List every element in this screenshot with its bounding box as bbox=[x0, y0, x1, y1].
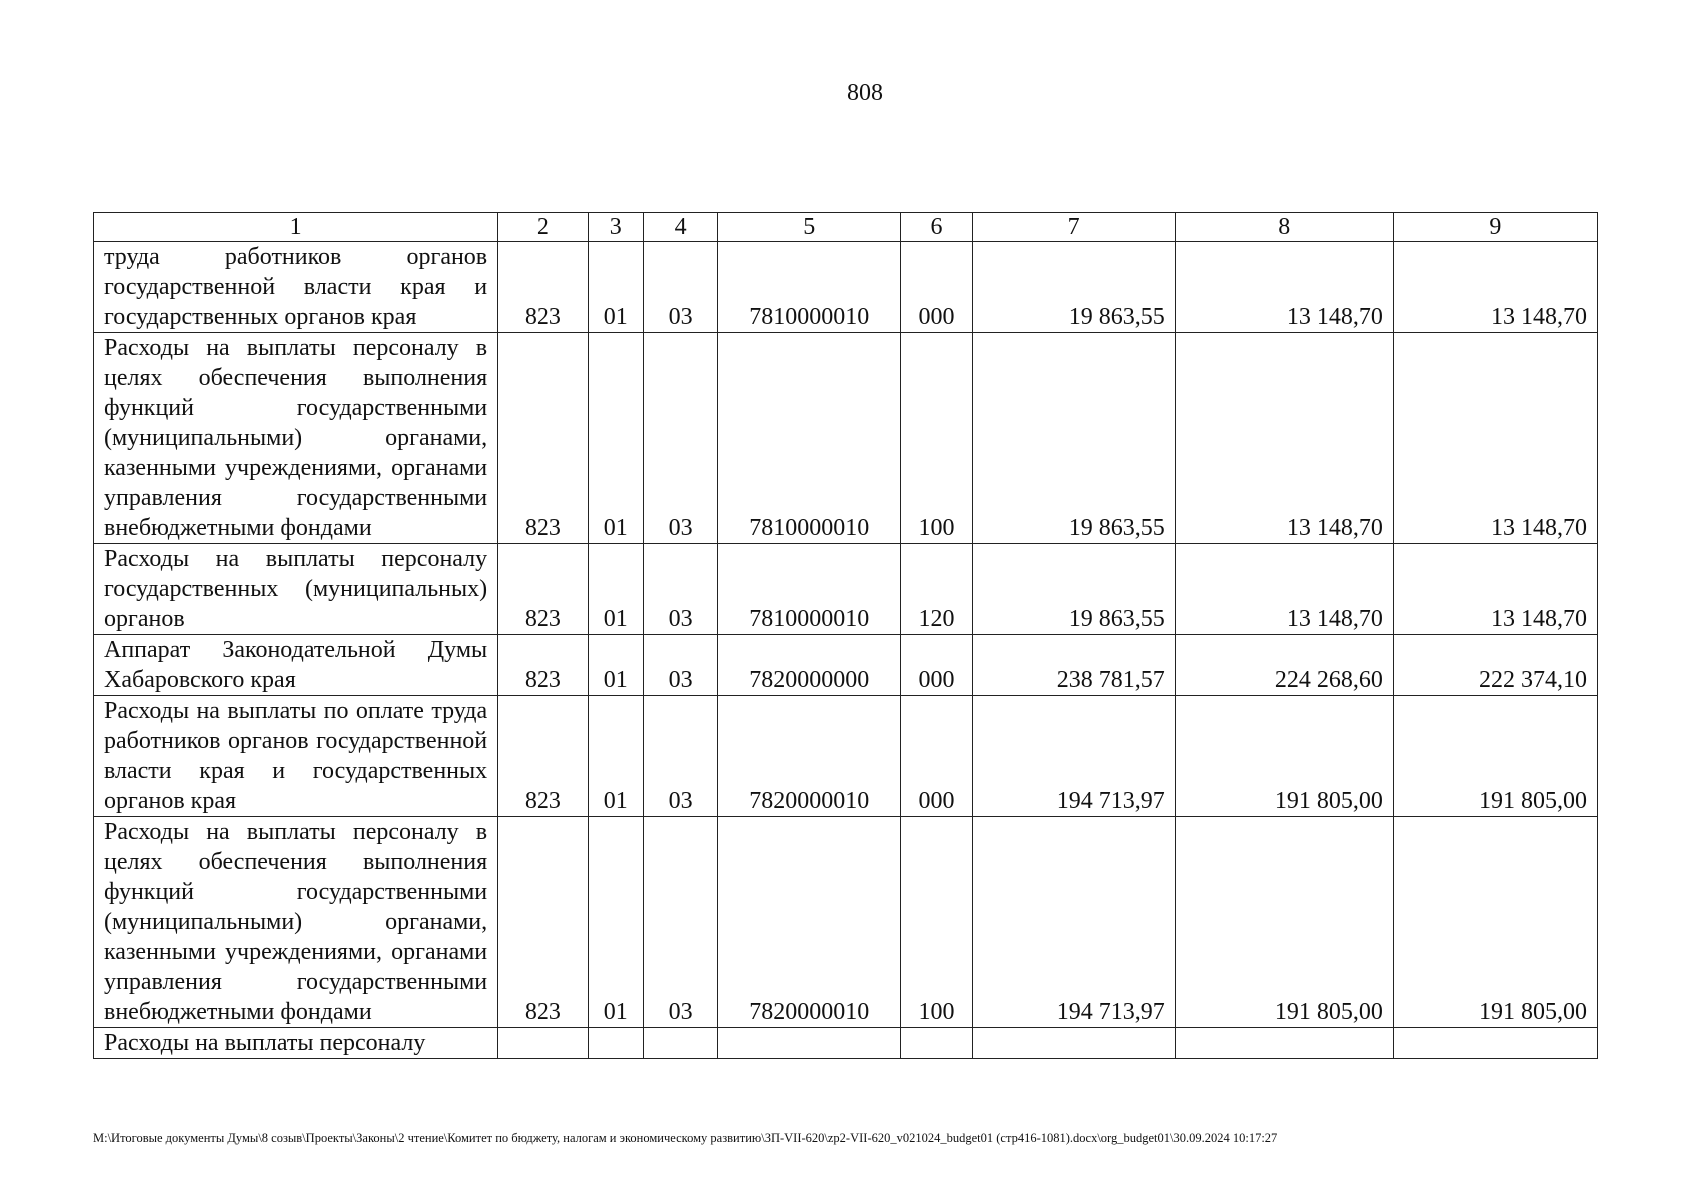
row-name: труда работников органов государственной власти края и государственных органов края bbox=[94, 242, 498, 333]
row-name: Расходы на выплаты персоналу в целях обеспечения выполнения функций государственными (муниципальными) органами, казенными учреждениями, органами управления государственными внебюджетными фондами bbox=[94, 333, 498, 544]
cell-amount-7: 19 863,55 bbox=[972, 544, 1175, 635]
cell-amount-8: 13 148,70 bbox=[1175, 333, 1393, 544]
cell-section bbox=[588, 1028, 643, 1059]
cell-amount-7: 19 863,55 bbox=[972, 242, 1175, 333]
cell-expense-type: 100 bbox=[901, 817, 972, 1028]
cell-ministry: 823 bbox=[498, 544, 588, 635]
cell-expense-type: 120 bbox=[901, 544, 972, 635]
cell-target: 7810000010 bbox=[718, 333, 901, 544]
cell-ministry: 823 bbox=[498, 696, 588, 817]
cell-amount-9: 191 805,00 bbox=[1393, 817, 1597, 1028]
cell-section: 01 bbox=[588, 696, 643, 817]
cell-amount-8: 191 805,00 bbox=[1175, 817, 1393, 1028]
cell-ministry: 823 bbox=[498, 817, 588, 1028]
footer-file-path: M:\Итоговые документы Думы\8 созыв\Проекты\Законы\2 чтение\Комитет по бюджету, налогам и экономическому развитию\ЗП-VII-620\zp2-VII-620_v021024_budget01 (стр416-1081).docx\org_budget01\30.09.2024 10:17:27 bbox=[93, 1131, 1278, 1145]
cell-expense-type bbox=[901, 1028, 972, 1059]
row-name: Аппарат Законодательной Думы Хабаровского края bbox=[94, 635, 498, 696]
table-row bbox=[94, 817, 1598, 1028]
table-row bbox=[94, 696, 1598, 817]
cell-amount-8: 13 148,70 bbox=[1175, 544, 1393, 635]
cell-amount-7: 194 713,97 bbox=[972, 696, 1175, 817]
cell-expense-type: 100 bbox=[901, 333, 972, 544]
header-cell-9: 9 bbox=[1393, 213, 1597, 242]
cell-expense-type: 000 bbox=[901, 242, 972, 333]
table-row bbox=[94, 1028, 1598, 1059]
cell-ministry bbox=[498, 1028, 588, 1059]
budget-table bbox=[93, 212, 1598, 1059]
header-cell-7: 7 bbox=[972, 213, 1175, 242]
cell-target bbox=[718, 1028, 901, 1059]
header-cell-4: 4 bbox=[643, 213, 717, 242]
cell-amount-7: 238 781,57 bbox=[972, 635, 1175, 696]
cell-ministry: 823 bbox=[498, 333, 588, 544]
cell-target: 7810000010 bbox=[718, 544, 901, 635]
cell-section: 01 bbox=[588, 544, 643, 635]
cell-target: 7820000010 bbox=[718, 817, 901, 1028]
cell-amount-9: 191 805,00 bbox=[1393, 696, 1597, 817]
cell-subsection bbox=[643, 1028, 717, 1059]
row-name: Расходы на выплаты персоналу в целях обеспечения выполнения функций государственными (муниципальными) органами, казенными учреждениями, органами управления государственными внебюджетными фондами bbox=[94, 817, 498, 1028]
header-cell-6: 6 bbox=[901, 213, 972, 242]
cell-subsection: 03 bbox=[643, 817, 717, 1028]
cell-section: 01 bbox=[588, 242, 643, 333]
cell-target: 7810000010 bbox=[718, 242, 901, 333]
header-row bbox=[94, 213, 1598, 242]
cell-amount-7: 19 863,55 bbox=[972, 333, 1175, 544]
cell-ministry: 823 bbox=[498, 242, 588, 333]
table-row bbox=[94, 333, 1598, 544]
header-cell-8: 8 bbox=[1175, 213, 1393, 242]
cell-amount-7: 194 713,97 bbox=[972, 817, 1175, 1028]
cell-ministry: 823 bbox=[498, 635, 588, 696]
table-row bbox=[94, 544, 1598, 635]
table-row bbox=[94, 242, 1598, 333]
cell-subsection: 03 bbox=[643, 635, 717, 696]
cell-expense-type: 000 bbox=[901, 635, 972, 696]
cell-section: 01 bbox=[588, 333, 643, 544]
cell-amount-8: 191 805,00 bbox=[1175, 696, 1393, 817]
cell-section: 01 bbox=[588, 635, 643, 696]
row-name: Расходы на выплаты персоналу bbox=[94, 1028, 498, 1059]
cell-amount-8 bbox=[1175, 1028, 1393, 1059]
cell-subsection: 03 bbox=[643, 544, 717, 635]
cell-amount-8: 13 148,70 bbox=[1175, 242, 1393, 333]
cell-amount-9: 13 148,70 bbox=[1393, 544, 1597, 635]
header-cell-1: 1 bbox=[94, 213, 498, 242]
table-row bbox=[94, 635, 1598, 696]
cell-subsection: 03 bbox=[643, 242, 717, 333]
header-cell-5: 5 bbox=[718, 213, 901, 242]
cell-amount-9: 222 374,10 bbox=[1393, 635, 1597, 696]
cell-amount-9: 13 148,70 bbox=[1393, 242, 1597, 333]
cell-amount-9 bbox=[1393, 1028, 1597, 1059]
cell-target: 7820000000 bbox=[718, 635, 901, 696]
header-cell-3: 3 bbox=[588, 213, 643, 242]
header-cell-2: 2 bbox=[498, 213, 588, 242]
cell-amount-9: 13 148,70 bbox=[1393, 333, 1597, 544]
row-name: Расходы на выплаты по оплате труда работников органов государственной власти края и государственных органов края bbox=[94, 696, 498, 817]
row-name: Расходы на выплаты персоналу государственных (муниципальных) органов bbox=[94, 544, 498, 635]
cell-expense-type: 000 bbox=[901, 696, 972, 817]
page-number: 808 bbox=[847, 80, 883, 106]
cell-amount-7 bbox=[972, 1028, 1175, 1059]
cell-target: 7820000010 bbox=[718, 696, 901, 817]
cell-subsection: 03 bbox=[643, 696, 717, 817]
cell-section: 01 bbox=[588, 817, 643, 1028]
cell-subsection: 03 bbox=[643, 333, 717, 544]
cell-amount-8: 224 268,60 bbox=[1175, 635, 1393, 696]
